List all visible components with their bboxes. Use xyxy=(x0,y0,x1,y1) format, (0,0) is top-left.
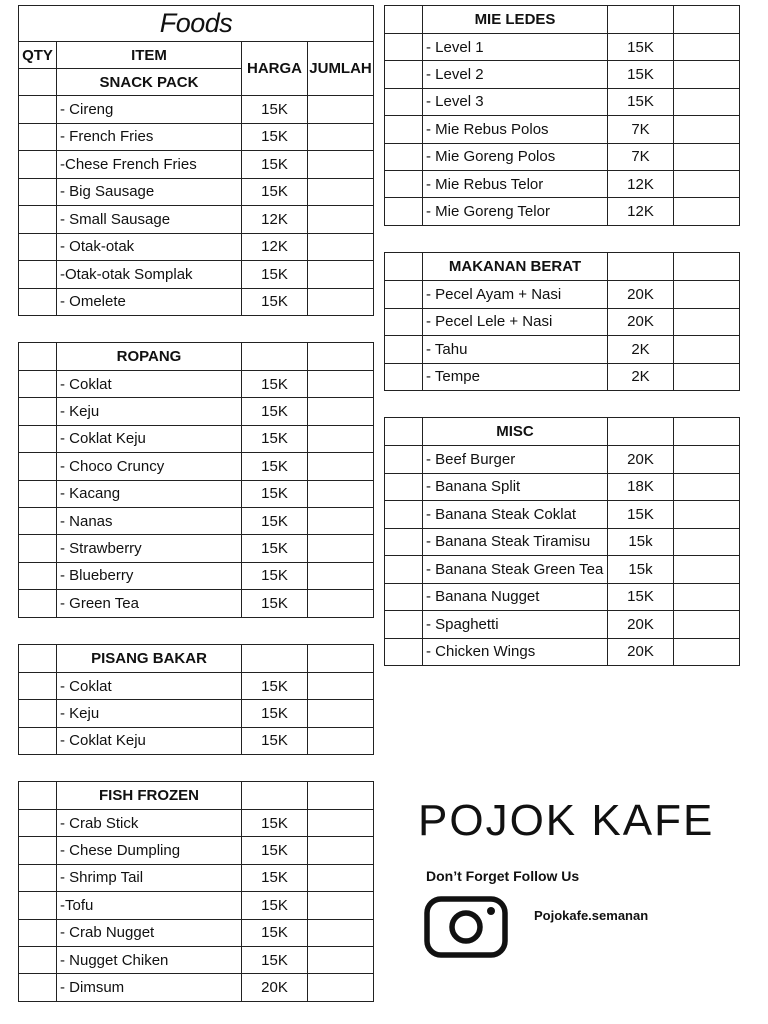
item-price: 18K xyxy=(608,473,674,501)
item-price: 15K xyxy=(608,61,674,88)
jumlah-cell xyxy=(308,673,374,700)
pisang-bakar-table xyxy=(18,644,374,755)
menu-row xyxy=(19,535,374,562)
jumlah-cell xyxy=(308,233,374,261)
qty-cell xyxy=(19,398,57,425)
mie-ledes-table xyxy=(384,5,740,226)
item-price: 20K xyxy=(242,974,308,1001)
item-price: 15K xyxy=(242,398,308,425)
qty-cell xyxy=(19,151,57,179)
item-price: 15K xyxy=(242,123,308,151)
section-jumlah-blank xyxy=(674,6,740,34)
qty-cell xyxy=(385,308,423,336)
qty-cell xyxy=(385,170,423,197)
jumlah-header: JUMLAH xyxy=(308,42,374,96)
qty-header: QTY xyxy=(19,42,57,69)
qty-cell xyxy=(19,535,57,562)
item-name: - Crab Nugget xyxy=(57,919,242,946)
menu-row xyxy=(385,501,740,529)
menu-row xyxy=(385,583,740,611)
item-price: 15K xyxy=(242,151,308,179)
section-harga-blank xyxy=(608,253,674,281)
menu-row xyxy=(385,611,740,639)
jumlah-cell xyxy=(674,638,740,666)
item-name: - Otak-otak xyxy=(57,233,242,261)
item-name: - Tempe xyxy=(423,363,608,391)
jumlah-cell xyxy=(308,398,374,425)
menu-row xyxy=(19,946,374,973)
jumlah-cell xyxy=(308,562,374,589)
menu-row xyxy=(19,453,374,480)
jumlah-cell xyxy=(674,446,740,474)
jumlah-cell xyxy=(674,363,740,391)
jumlah-cell xyxy=(674,143,740,170)
item-name: - Blueberry xyxy=(57,562,242,589)
qty-cell xyxy=(19,974,57,1001)
item-name: - Pecel Ayam + Nasi xyxy=(423,281,608,309)
menu-row xyxy=(385,556,740,584)
menu-row xyxy=(19,673,374,700)
jumlah-cell xyxy=(308,371,374,398)
jumlah-cell xyxy=(674,611,740,639)
jumlah-cell xyxy=(308,123,374,151)
item-price: 15K xyxy=(242,810,308,837)
item-price: 15K xyxy=(242,453,308,480)
qty-cell xyxy=(19,946,57,973)
jumlah-cell xyxy=(674,34,740,61)
item-name: - Keju xyxy=(57,700,242,727)
jumlah-cell xyxy=(308,837,374,864)
menu-row xyxy=(385,170,740,197)
qty-cell xyxy=(19,123,57,151)
qty-cell xyxy=(385,116,423,143)
item-name: - Omelete xyxy=(57,288,242,316)
item-name: - Dimsum xyxy=(57,974,242,1001)
item-name: - Shrimp Tail xyxy=(57,864,242,891)
section-jumlah-blank xyxy=(308,782,374,810)
section-title-misc: MISC xyxy=(423,418,608,446)
menu-row xyxy=(385,446,740,474)
qty-cell xyxy=(385,501,423,529)
section-jumlah-blank xyxy=(308,645,374,673)
qty-cell xyxy=(19,562,57,589)
makanan-berat-table xyxy=(384,252,740,391)
section-qty-blank xyxy=(385,418,423,446)
item-price: 15K xyxy=(242,178,308,206)
item-name: -Tofu xyxy=(57,892,242,919)
item-name: - Big Sausage xyxy=(57,178,242,206)
item-price: 15K xyxy=(242,480,308,507)
menu-row xyxy=(19,700,374,727)
qty-cell xyxy=(19,837,57,864)
menu-row xyxy=(385,61,740,88)
qty-cell xyxy=(385,556,423,584)
jumlah-cell xyxy=(308,453,374,480)
qty-cell xyxy=(19,288,57,316)
item-price: 20K xyxy=(608,638,674,666)
jumlah-cell xyxy=(308,946,374,973)
item-price: 15K xyxy=(608,501,674,529)
section-jumlah-blank xyxy=(308,343,374,371)
qty-cell xyxy=(385,528,423,556)
menu-row xyxy=(385,308,740,336)
menu-row xyxy=(19,562,374,589)
section-qty-blank xyxy=(19,782,57,810)
item-price: 15K xyxy=(608,583,674,611)
qty-cell xyxy=(19,590,57,617)
fish-frozen-table xyxy=(18,781,374,1002)
section-harga-blank xyxy=(242,645,308,673)
section-harga-blank xyxy=(242,343,308,371)
item-price: 20K xyxy=(608,611,674,639)
item-header: ITEM xyxy=(57,42,242,69)
qty-cell xyxy=(385,34,423,61)
menu-row xyxy=(19,206,374,234)
item-name: - Coklat xyxy=(57,673,242,700)
menu-row xyxy=(385,528,740,556)
item-price: 15K xyxy=(242,562,308,589)
jumlah-cell xyxy=(674,556,740,584)
item-name: -Chese French Fries xyxy=(57,151,242,179)
menu-row xyxy=(385,88,740,115)
item-price: 15K xyxy=(242,946,308,973)
menu-row xyxy=(19,919,374,946)
menu-row xyxy=(385,116,740,143)
section-qty-blank xyxy=(19,343,57,371)
section-qty-blank xyxy=(19,645,57,673)
item-price: 2K xyxy=(608,336,674,364)
qty-header-blank xyxy=(19,69,57,96)
item-name: - Banana Steak Green Tea xyxy=(423,556,608,584)
menu-row xyxy=(19,233,374,261)
item-price: 20K xyxy=(608,446,674,474)
jumlah-cell xyxy=(674,198,740,225)
item-name: - Kacang xyxy=(57,480,242,507)
item-name: - Level 3 xyxy=(423,88,608,115)
jumlah-cell xyxy=(674,170,740,197)
menu-row xyxy=(19,892,374,919)
menu-row xyxy=(19,425,374,452)
item-price: 12K xyxy=(608,170,674,197)
jumlah-cell xyxy=(674,583,740,611)
item-name: - Banana Steak Tiramisu xyxy=(423,528,608,556)
qty-cell xyxy=(19,864,57,891)
instagram-handle: Pojokafe.semanan xyxy=(534,908,649,923)
menu-title: Foods xyxy=(19,6,374,42)
item-price: 15K xyxy=(242,919,308,946)
menu-row xyxy=(19,507,374,534)
item-price: 15K xyxy=(242,425,308,452)
menu-row xyxy=(19,837,374,864)
item-name: - Mie Rebus Polos xyxy=(423,116,608,143)
item-price: 15K xyxy=(608,34,674,61)
jumlah-cell xyxy=(674,61,740,88)
harga-header: HARGA xyxy=(242,42,308,96)
qty-cell xyxy=(385,143,423,170)
menu-row xyxy=(385,336,740,364)
menu-row xyxy=(385,143,740,170)
jumlah-cell xyxy=(308,864,374,891)
item-name: - French Fries xyxy=(57,123,242,151)
qty-cell xyxy=(385,611,423,639)
section-jumlah-blank xyxy=(674,418,740,446)
qty-cell xyxy=(385,638,423,666)
jumlah-cell xyxy=(674,501,740,529)
item-price: 12K xyxy=(608,198,674,225)
jumlah-cell xyxy=(308,727,374,754)
menu-row xyxy=(385,363,740,391)
qty-cell xyxy=(19,810,57,837)
item-name: - Crab Stick xyxy=(57,810,242,837)
jumlah-cell xyxy=(674,473,740,501)
qty-cell xyxy=(19,453,57,480)
qty-cell xyxy=(19,206,57,234)
menu-row xyxy=(19,810,374,837)
qty-cell xyxy=(385,583,423,611)
item-price: 7K xyxy=(608,116,674,143)
item-price: 12K xyxy=(242,206,308,234)
jumlah-cell xyxy=(674,116,740,143)
jumlah-cell xyxy=(308,96,374,124)
section-title-pisang-bakar: PISANG BAKAR xyxy=(57,645,242,673)
item-price: 15K xyxy=(242,535,308,562)
item-name: - Keju xyxy=(57,398,242,425)
menu-row xyxy=(19,864,374,891)
jumlah-cell xyxy=(308,535,374,562)
item-price: 15K xyxy=(242,96,308,124)
menu-row xyxy=(19,480,374,507)
section-title-makanan-berat: MAKANAN BERAT xyxy=(423,253,608,281)
item-name: - Spaghetti xyxy=(423,611,608,639)
qty-cell xyxy=(385,281,423,309)
item-price: 15K xyxy=(242,288,308,316)
item-name: - Strawberry xyxy=(57,535,242,562)
menu-row xyxy=(19,371,374,398)
menu-row xyxy=(19,96,374,124)
menu-row xyxy=(385,34,740,61)
menu-row xyxy=(19,288,374,316)
section-jumlah-blank xyxy=(674,253,740,281)
jumlah-cell xyxy=(308,974,374,1001)
item-name: - Mie Goreng Telor xyxy=(423,198,608,225)
item-name: - Coklat Keju xyxy=(57,727,242,754)
menu-row xyxy=(19,590,374,617)
item-name: - Level 1 xyxy=(423,34,608,61)
jumlah-cell xyxy=(308,892,374,919)
item-name: - Coklat xyxy=(57,371,242,398)
item-price: 15K xyxy=(242,864,308,891)
section-qty-blank xyxy=(385,6,423,34)
section-title-snack-pack: SNACK PACK xyxy=(57,69,242,96)
menu-row xyxy=(385,473,740,501)
menu-row xyxy=(19,974,374,1001)
menu-row xyxy=(19,727,374,754)
snack-pack-table xyxy=(18,5,374,316)
section-harga-blank xyxy=(608,6,674,34)
qty-cell xyxy=(19,727,57,754)
item-name: - Cireng xyxy=(57,96,242,124)
item-price: 15K xyxy=(242,590,308,617)
item-price: 15K xyxy=(242,507,308,534)
item-price: 12K xyxy=(242,233,308,261)
item-name: - Pecel Lele + Nasi xyxy=(423,308,608,336)
jumlah-cell xyxy=(674,88,740,115)
item-price: 15K xyxy=(242,371,308,398)
item-price: 15K xyxy=(242,837,308,864)
jumlah-cell xyxy=(308,151,374,179)
menu-row xyxy=(385,198,740,225)
follow-text: Don’t Forget Follow Us xyxy=(426,868,580,884)
qty-cell xyxy=(19,507,57,534)
section-harga-blank xyxy=(242,782,308,810)
qty-cell xyxy=(385,473,423,501)
jumlah-cell xyxy=(674,336,740,364)
jumlah-cell xyxy=(308,261,374,289)
jumlah-cell xyxy=(308,288,374,316)
section-title-ropang: ROPANG xyxy=(57,343,242,371)
qty-cell xyxy=(19,480,57,507)
section-title-mie-ledes: MIE LEDES xyxy=(423,6,608,34)
instagram-icon xyxy=(424,896,508,958)
item-name: - Beef Burger xyxy=(423,446,608,474)
qty-cell xyxy=(19,700,57,727)
jumlah-cell xyxy=(308,206,374,234)
item-name: - Banana Nugget xyxy=(423,583,608,611)
jumlah-cell xyxy=(308,919,374,946)
section-title-fish-frozen: FISH FROZEN xyxy=(57,782,242,810)
menu-row xyxy=(19,123,374,151)
qty-cell xyxy=(385,446,423,474)
item-name: - Small Sausage xyxy=(57,206,242,234)
jumlah-cell xyxy=(674,528,740,556)
item-price: 15K xyxy=(242,892,308,919)
item-name: - Coklat Keju xyxy=(57,425,242,452)
item-name: - Level 2 xyxy=(423,61,608,88)
menu-row xyxy=(19,398,374,425)
jumlah-cell xyxy=(674,281,740,309)
jumlah-cell xyxy=(308,700,374,727)
qty-cell xyxy=(385,363,423,391)
menu-row xyxy=(385,638,740,666)
item-name: - Nugget Chiken xyxy=(57,946,242,973)
item-name: - Banana Steak Coklat xyxy=(423,501,608,529)
qty-cell xyxy=(19,919,57,946)
jumlah-cell xyxy=(308,425,374,452)
section-harga-blank xyxy=(608,418,674,446)
item-price: 15K xyxy=(608,88,674,115)
jumlah-cell xyxy=(308,507,374,534)
qty-cell xyxy=(19,673,57,700)
jumlah-cell xyxy=(308,810,374,837)
qty-cell xyxy=(19,233,57,261)
qty-cell xyxy=(19,96,57,124)
qty-cell xyxy=(19,371,57,398)
menu-row xyxy=(385,281,740,309)
item-price: 15K xyxy=(242,727,308,754)
ropang-table xyxy=(18,342,374,618)
item-price: 2K xyxy=(608,363,674,391)
item-name: - Banana Split xyxy=(423,473,608,501)
jumlah-cell xyxy=(308,590,374,617)
qty-cell xyxy=(385,61,423,88)
item-price: 15k xyxy=(608,556,674,584)
qty-cell xyxy=(19,892,57,919)
item-price: 15K xyxy=(242,673,308,700)
qty-cell xyxy=(385,198,423,225)
item-name: - Choco Cruncy xyxy=(57,453,242,480)
menu-row xyxy=(19,151,374,179)
item-name: - Chicken Wings xyxy=(423,638,608,666)
item-price: 15K xyxy=(242,700,308,727)
item-name: - Tahu xyxy=(423,336,608,364)
item-price: 15k xyxy=(608,528,674,556)
jumlah-cell xyxy=(308,480,374,507)
qty-cell xyxy=(19,425,57,452)
item-name: - Green Tea xyxy=(57,590,242,617)
item-name: - Nanas xyxy=(57,507,242,534)
brand-name: POJOK KAFE xyxy=(418,796,715,845)
qty-cell xyxy=(19,178,57,206)
item-name: - Mie Rebus Telor xyxy=(423,170,608,197)
item-name: - Mie Goreng Polos xyxy=(423,143,608,170)
item-price: 20K xyxy=(608,281,674,309)
section-qty-blank xyxy=(385,253,423,281)
qty-cell xyxy=(19,261,57,289)
menu-row xyxy=(19,178,374,206)
item-price: 7K xyxy=(608,143,674,170)
item-price: 20K xyxy=(608,308,674,336)
item-name: -Otak-otak Somplak xyxy=(57,261,242,289)
item-name: - Chese Dumpling xyxy=(57,837,242,864)
jumlah-cell xyxy=(674,308,740,336)
qty-cell xyxy=(385,88,423,115)
misc-table xyxy=(384,417,740,666)
menu-row xyxy=(19,261,374,289)
item-price: 15K xyxy=(242,261,308,289)
jumlah-cell xyxy=(308,178,374,206)
qty-cell xyxy=(385,336,423,364)
